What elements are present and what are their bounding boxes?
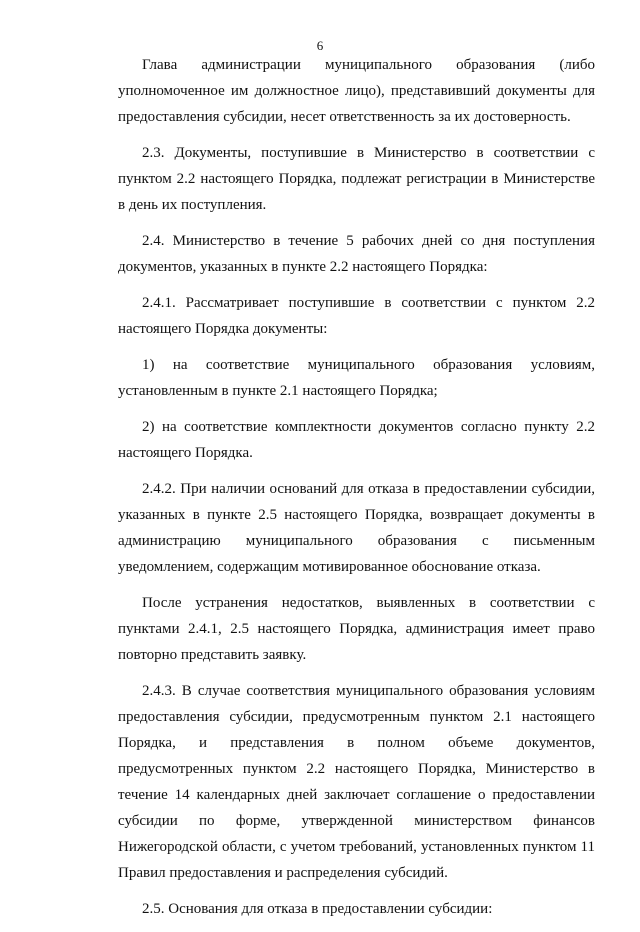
paragraph-2-4-1: 2.4.1. Рассматривает поступившие в соответствии с пунктом 2.2 настоящего Порядка документы: [118,295,595,337]
paragraph-2-4-2: 2.4.2. При наличии оснований для отказа в предоставлении субсидии, указанных в пункте 2.5 настоящего Порядка, возвращает документы в администрацию муниципального образования с письменным уведомлением, содержащим мотивированное обоснование отказа. [118,481,595,575]
page-number: 6 [316,38,324,53]
paragraph-responsibility: Глава администрации муниципального образования (либо уполномоченное им должностное лицо), представивший документы для предоставления субсидии, несет ответственность за их достоверность. [118,57,595,125]
paragraph-2-4: 2.4. Министерство в течение 5 рабочих дней со дня поступления документов, указанных в пункте 2.2 настоящего Порядка: [118,233,595,275]
paragraph-2-5: 2.5. Основания для отказа в предоставлении субсидии: [142,901,493,917]
paragraph-2-4-3: 2.4.3. В случае соответствия муниципального образования условиям предоставления субсидии, предусмотренным пунктом 2.1 настоящего Порядка, и представления в полном объеме документов, предусмотренных пунктом 2.2 настоящего Порядка, Министерство в течение 14 календарных дней заключает соглашение о предоставлении субсидии по форме, утвержденной министерством финансов Нижегородской области, с учетом требований, установленных пунктом 11 Правил предоставления и распределения субсидий. [118,683,595,881]
paragraph-2-3: 2.3. Документы, поступившие в Министерство в соответствии с пунктом 2.2 настоящего Порядка, подлежат регистрации в Министерстве в день их поступления. [118,145,595,213]
document-body [118,52,595,932]
paragraph-resubmission: После устранения недостатков, выявленных в соответствии с пунктами 2.4.1, 2.5 настоящего Порядка, администрация имеет право повторно представить заявку. [118,595,595,663]
paragraph-2-4-1-item-1: 1) на соответствие муниципального образования условиям, установленным в пункте 2.1 настоящего Порядка; [118,357,595,399]
paragraph-2-4-1-item-2: 2) на соответствие комплектности документов согласно пункту 2.2 настоящего Порядка. [118,419,595,461]
